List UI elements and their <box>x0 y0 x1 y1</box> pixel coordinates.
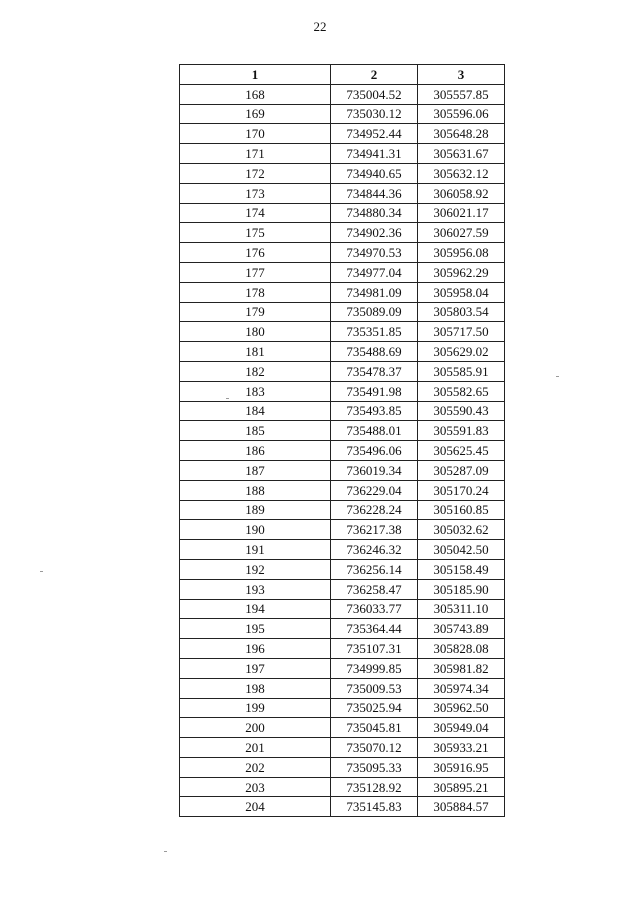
coordinate-x-cell: 735478.37 <box>331 361 418 381</box>
coordinate-y-cell: 305557.85 <box>418 84 505 104</box>
coordinate-y-cell: 305158.49 <box>418 559 505 579</box>
table-row <box>180 480 505 500</box>
coordinate-x-cell: 736258.47 <box>331 579 418 599</box>
point-number-cell: 192 <box>180 559 331 579</box>
coordinate-y-cell: 305591.83 <box>418 421 505 441</box>
coordinate-y-cell: 305717.50 <box>418 322 505 342</box>
coordinate-x-cell: 735364.44 <box>331 619 418 639</box>
table-row <box>180 619 505 639</box>
point-number-cell: 179 <box>180 302 331 322</box>
table-row <box>180 500 505 520</box>
coordinate-y-cell: 305590.43 <box>418 401 505 421</box>
table-row <box>180 460 505 480</box>
coordinate-y-cell: 305974.34 <box>418 678 505 698</box>
coordinate-x-cell: 734981.09 <box>331 282 418 302</box>
scan-speck <box>40 571 43 572</box>
coordinate-y-cell: 305956.08 <box>418 243 505 263</box>
table-row <box>180 203 505 223</box>
point-number-cell: 185 <box>180 421 331 441</box>
table-row <box>180 163 505 183</box>
point-number-cell: 180 <box>180 322 331 342</box>
coordinate-y-cell: 305828.08 <box>418 639 505 659</box>
point-number-cell: 184 <box>180 401 331 421</box>
table-row <box>180 421 505 441</box>
point-number-cell: 171 <box>180 144 331 164</box>
coordinate-x-cell: 734970.53 <box>331 243 418 263</box>
coordinate-y-cell: 305042.50 <box>418 540 505 560</box>
scan-speck <box>556 376 559 377</box>
coordinate-y-cell: 306021.17 <box>418 203 505 223</box>
coordinate-y-cell: 305170.24 <box>418 480 505 500</box>
coordinate-y-cell: 305582.65 <box>418 381 505 401</box>
coordinate-x-cell: 736228.24 <box>331 500 418 520</box>
point-number-cell: 168 <box>180 84 331 104</box>
coordinate-x-cell: 734941.31 <box>331 144 418 164</box>
table-row <box>180 718 505 738</box>
column-header-3: 3 <box>418 65 505 85</box>
coordinate-x-cell: 736033.77 <box>331 599 418 619</box>
coordinate-x-cell: 735488.69 <box>331 342 418 362</box>
coordinate-y-cell: 305585.91 <box>418 361 505 381</box>
scan-speck <box>164 851 167 852</box>
table-row <box>180 262 505 282</box>
coordinate-x-cell: 735030.12 <box>331 104 418 124</box>
coordinate-x-cell: 736256.14 <box>331 559 418 579</box>
table-row <box>180 520 505 540</box>
coordinate-y-cell: 305596.06 <box>418 104 505 124</box>
coordinate-y-cell: 305743.89 <box>418 619 505 639</box>
point-number-cell: 174 <box>180 203 331 223</box>
scan-speck <box>226 398 229 399</box>
point-number-cell: 188 <box>180 480 331 500</box>
point-number-cell: 200 <box>180 718 331 738</box>
coordinate-y-cell: 305933.21 <box>418 738 505 758</box>
point-number-cell: 177 <box>180 262 331 282</box>
coordinate-x-cell: 735496.06 <box>331 441 418 461</box>
coordinate-y-cell: 305962.50 <box>418 698 505 718</box>
table-row <box>180 342 505 362</box>
table-row <box>180 738 505 758</box>
table-row <box>180 559 505 579</box>
coordinate-x-cell: 734844.36 <box>331 183 418 203</box>
coordinate-y-cell: 306058.92 <box>418 183 505 203</box>
coordinate-x-cell: 736217.38 <box>331 520 418 540</box>
coordinate-y-cell: 305949.04 <box>418 718 505 738</box>
table-row <box>180 144 505 164</box>
coordinate-x-cell: 735004.52 <box>331 84 418 104</box>
point-number-cell: 189 <box>180 500 331 520</box>
table-row <box>180 302 505 322</box>
table-row <box>180 658 505 678</box>
table-row <box>180 698 505 718</box>
point-number-cell: 201 <box>180 738 331 758</box>
table-row <box>180 540 505 560</box>
point-number-cell: 191 <box>180 540 331 560</box>
table-row <box>180 777 505 797</box>
point-number-cell: 197 <box>180 658 331 678</box>
point-number-cell: 172 <box>180 163 331 183</box>
coordinate-y-cell: 306027.59 <box>418 223 505 243</box>
table-row <box>180 579 505 599</box>
point-number-cell: 198 <box>180 678 331 698</box>
point-number-cell: 196 <box>180 639 331 659</box>
point-number-cell: 193 <box>180 579 331 599</box>
point-number-cell: 181 <box>180 342 331 362</box>
coordinate-y-cell: 305629.02 <box>418 342 505 362</box>
coordinate-x-cell: 735488.01 <box>331 421 418 441</box>
coordinate-x-cell: 735025.94 <box>331 698 418 718</box>
coordinate-x-cell: 734999.85 <box>331 658 418 678</box>
coordinate-y-cell: 305185.90 <box>418 579 505 599</box>
table-row <box>180 639 505 659</box>
coordinate-x-cell: 735045.81 <box>331 718 418 738</box>
table-row <box>180 441 505 461</box>
coordinate-x-cell: 734977.04 <box>331 262 418 282</box>
coordinate-y-cell: 305287.09 <box>418 460 505 480</box>
coordinate-y-cell: 305625.45 <box>418 441 505 461</box>
table-row <box>180 183 505 203</box>
point-number-cell: 199 <box>180 698 331 718</box>
coordinate-x-cell: 735070.12 <box>331 738 418 758</box>
table-row <box>180 104 505 124</box>
coordinate-y-cell: 305962.29 <box>418 262 505 282</box>
point-number-cell: 203 <box>180 777 331 797</box>
table-row <box>180 124 505 144</box>
coordinate-x-cell: 735107.31 <box>331 639 418 659</box>
table-row <box>180 243 505 263</box>
point-number-cell: 204 <box>180 797 331 817</box>
point-number-cell: 202 <box>180 757 331 777</box>
coordinate-y-cell: 305631.67 <box>418 144 505 164</box>
point-number-cell: 194 <box>180 599 331 619</box>
coordinate-x-cell: 734902.36 <box>331 223 418 243</box>
coordinate-x-cell: 734940.65 <box>331 163 418 183</box>
table-header-row <box>180 65 505 85</box>
coordinate-x-cell: 735491.98 <box>331 381 418 401</box>
point-number-cell: 183 <box>180 381 331 401</box>
point-number-cell: 186 <box>180 441 331 461</box>
coordinate-y-cell: 305895.21 <box>418 777 505 797</box>
table-row <box>180 797 505 817</box>
column-header-2: 2 <box>331 65 418 85</box>
coordinate-y-cell: 305981.82 <box>418 658 505 678</box>
coordinate-x-cell: 735351.85 <box>331 322 418 342</box>
point-number-cell: 178 <box>180 282 331 302</box>
point-number-cell: 182 <box>180 361 331 381</box>
coordinate-y-cell: 305958.04 <box>418 282 505 302</box>
coordinate-y-cell: 305884.57 <box>418 797 505 817</box>
coordinate-y-cell: 305803.54 <box>418 302 505 322</box>
table-row <box>180 361 505 381</box>
coordinate-x-cell: 735009.53 <box>331 678 418 698</box>
point-number-cell: 190 <box>180 520 331 540</box>
coordinate-x-cell: 735089.09 <box>331 302 418 322</box>
coordinate-x-cell: 735128.92 <box>331 777 418 797</box>
coordinate-x-cell: 735145.83 <box>331 797 418 817</box>
table-body <box>180 84 505 816</box>
point-number-cell: 187 <box>180 460 331 480</box>
coordinate-x-cell: 734880.34 <box>331 203 418 223</box>
coordinate-x-cell: 736019.34 <box>331 460 418 480</box>
coordinate-y-cell: 305632.12 <box>418 163 505 183</box>
table-row <box>180 757 505 777</box>
point-number-cell: 170 <box>180 124 331 144</box>
table-row <box>180 599 505 619</box>
table-row <box>180 282 505 302</box>
coordinate-x-cell: 735493.85 <box>331 401 418 421</box>
coordinate-y-cell: 305648.28 <box>418 124 505 144</box>
coordinate-x-cell: 736229.04 <box>331 480 418 500</box>
table-row <box>180 322 505 342</box>
coordinate-y-cell: 305311.10 <box>418 599 505 619</box>
coordinate-x-cell: 734952.44 <box>331 124 418 144</box>
point-number-cell: 175 <box>180 223 331 243</box>
coordinate-x-cell: 736246.32 <box>331 540 418 560</box>
coordinates-table <box>179 64 505 817</box>
column-header-1: 1 <box>180 65 331 85</box>
table-row <box>180 678 505 698</box>
point-number-cell: 169 <box>180 104 331 124</box>
coordinate-y-cell: 305032.62 <box>418 520 505 540</box>
coordinate-y-cell: 305160.85 <box>418 500 505 520</box>
table-row <box>180 223 505 243</box>
point-number-cell: 176 <box>180 243 331 263</box>
table-row <box>180 401 505 421</box>
page-number: 22 <box>313 19 327 34</box>
coordinate-x-cell: 735095.33 <box>331 757 418 777</box>
point-number-cell: 173 <box>180 183 331 203</box>
point-number-cell: 195 <box>180 619 331 639</box>
coordinate-y-cell: 305916.95 <box>418 757 505 777</box>
table-row <box>180 84 505 104</box>
